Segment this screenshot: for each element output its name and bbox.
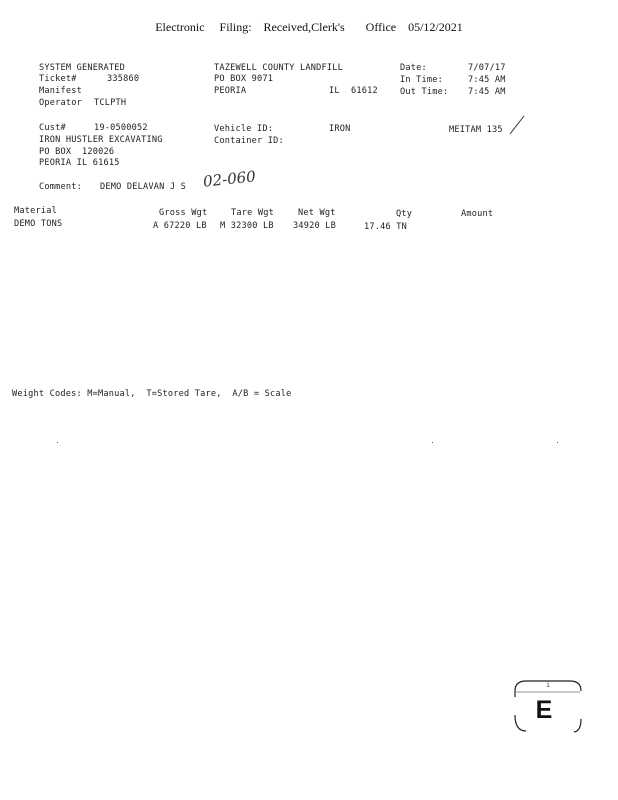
operator-name: TCLPTH	[94, 98, 127, 108]
company-state: IL	[329, 86, 340, 96]
col-material: Material	[14, 206, 57, 216]
handwritten-note: 02-060	[202, 167, 257, 191]
company-name: TAZEWELL COUNTY LANDFILL	[214, 63, 343, 73]
in-time-value: 7:45 AM	[468, 75, 506, 85]
vehicle-value: IRON	[329, 124, 351, 134]
weight-codes-legend: Weight Codes: M=Manual, T=Stored Tare, A/B = Scale	[12, 389, 292, 399]
company-zip: 61612	[351, 86, 378, 96]
row-tare: M 32300 LB	[220, 221, 274, 231]
vehicle-label: Vehicle ID:	[214, 124, 274, 134]
company-city: PEORIA	[214, 86, 247, 96]
customer-po-box: PO BOX 120026	[39, 147, 115, 157]
row-qty: 17.46 TN	[364, 222, 407, 232]
row-net: 34920 LB	[293, 221, 336, 231]
customer-name: IRON HUSTLER EXCAVATING	[39, 135, 163, 145]
scan-speck	[57, 442, 58, 443]
exhibit-number: 1	[546, 683, 550, 689]
scan-speck	[432, 442, 433, 443]
meitam-label: MEITAM 135	[449, 125, 503, 135]
row-gross: A 67220 LB	[153, 221, 207, 231]
ticket-label: Ticket#	[39, 74, 77, 84]
comment-value: DEMO DELAVAN J S	[100, 182, 186, 192]
col-gross-wgt: Gross Wgt	[159, 208, 208, 218]
col-tare-wgt: Tare Wgt	[231, 208, 274, 218]
manifest-label: Manifest	[39, 86, 82, 96]
company-po-box: PO BOX 9071	[214, 74, 274, 84]
in-time-label: In Time:	[400, 75, 443, 85]
out-time-value: 7:45 AM	[468, 87, 506, 97]
exhibit-letter: E	[535, 696, 553, 724]
ticket-number: 335860	[107, 74, 140, 84]
date-label: Date:	[400, 63, 427, 73]
pen-slash-mark	[508, 114, 526, 136]
filing-header: Electronic Filing: Received,Clerk's Office 05/12/2021	[155, 20, 463, 34]
row-material: DEMO TONS	[14, 219, 63, 229]
col-amount: Amount	[461, 209, 494, 219]
scan-speck	[557, 442, 558, 443]
col-net-wgt: Net Wgt	[298, 208, 336, 218]
customer-city-state-zip: PEORIA IL 61615	[39, 158, 120, 168]
col-qty: Qty	[396, 209, 413, 219]
container-label: Container ID:	[214, 136, 284, 146]
system-generated: SYSTEM GENERATED	[39, 63, 125, 73]
cust-number: 19-0500052	[94, 123, 148, 133]
operator-label: Operator	[39, 98, 82, 108]
out-time-label: Out Time:	[400, 87, 449, 97]
cust-label: Cust#	[39, 123, 66, 133]
comment-label: Comment:	[39, 182, 82, 192]
exhibit-sticker	[512, 679, 584, 733]
date-value: 7/07/17	[468, 63, 506, 73]
